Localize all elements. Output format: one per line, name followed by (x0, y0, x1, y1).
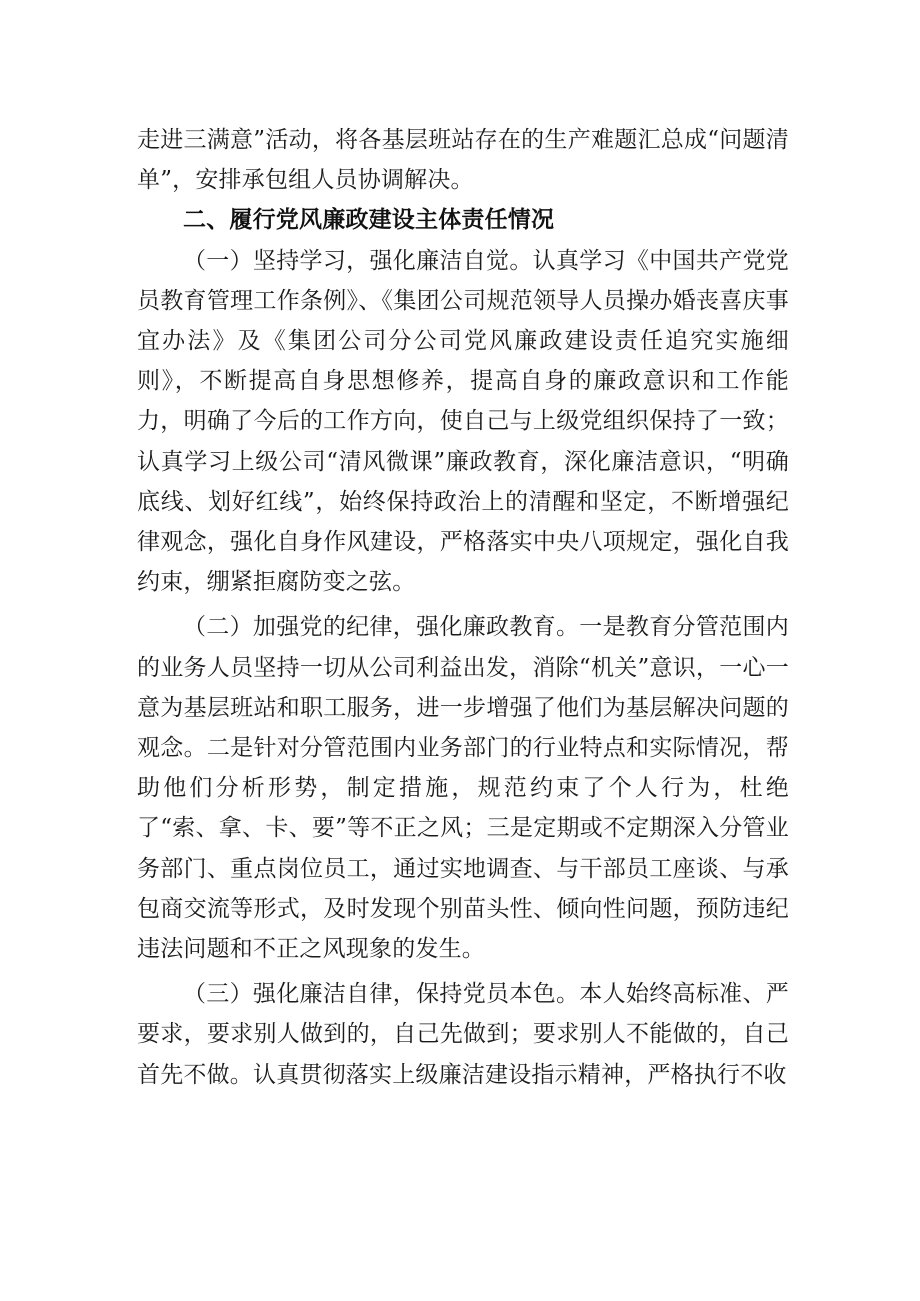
paragraph-study: （一）坚持学习，强化廉洁自觉。认真学习《中国共产党党员教育管理工作条例》、《集团公司规范领导人员操办婚丧喜庆事宜办法》及《集团公司分公司党风廉政建设责任追究实施细则》，不断提高自身思想修养，提高自身的廉政意识和工作能力，明确了今后的工作方向，使自己与上级党组织保持了一致；认真学习上级公司“清风微课”廉政教育，深化廉洁意识，“明确底线、划好红线”，始终保持政治上的清醒和坚定，不断增强纪律观念，强化自身作风建设，严格落实中央八项规定，强化自我约束，绷紧拒腐防变之弦。 (137, 247, 789, 596)
section-heading: 二、履行党风廉政建设主体责任情况 (183, 207, 555, 234)
paragraph-discipline: （二）加强党的纪律，强化廉政教育。一是教育分管范围内的业务人员坚持一切从公司利益出发，消除“机关”意识，一心一意为基层班站和职工服务，进一步增强了他们为基层解决问题的观念。二是针对分管范围内业务部门的行业特点和实际情况，帮助他们分析形势，制定措施，规范约束了个人行为，杜绝了“索、拿、卡、要”等不正之风；三是定期或不定期深入分管业务部门、重点岗位员工，通过实地调查、与干部员工座谈、与承包商交流等形式，及时发现个别苗头性、倾向性问题，预防违纪违法问题和不正之风现象的发生。 (137, 614, 789, 963)
document-body (137, 120, 789, 1095)
paragraph-self-discipline: （三）强化廉洁自律，保持党员本色。本人始终高标准、严要求，要求别人做到的，自己先做到；要求别人不能做的，自己首先不做。认真贯彻落实上级廉洁建设指示精神，严格执行不收 (137, 981, 789, 1088)
paragraph-continuation: 走进三满意”活动，将各基层班站存在的生产难题汇总成“问题清单”，安排承包组人员协调解决。 (137, 127, 789, 194)
